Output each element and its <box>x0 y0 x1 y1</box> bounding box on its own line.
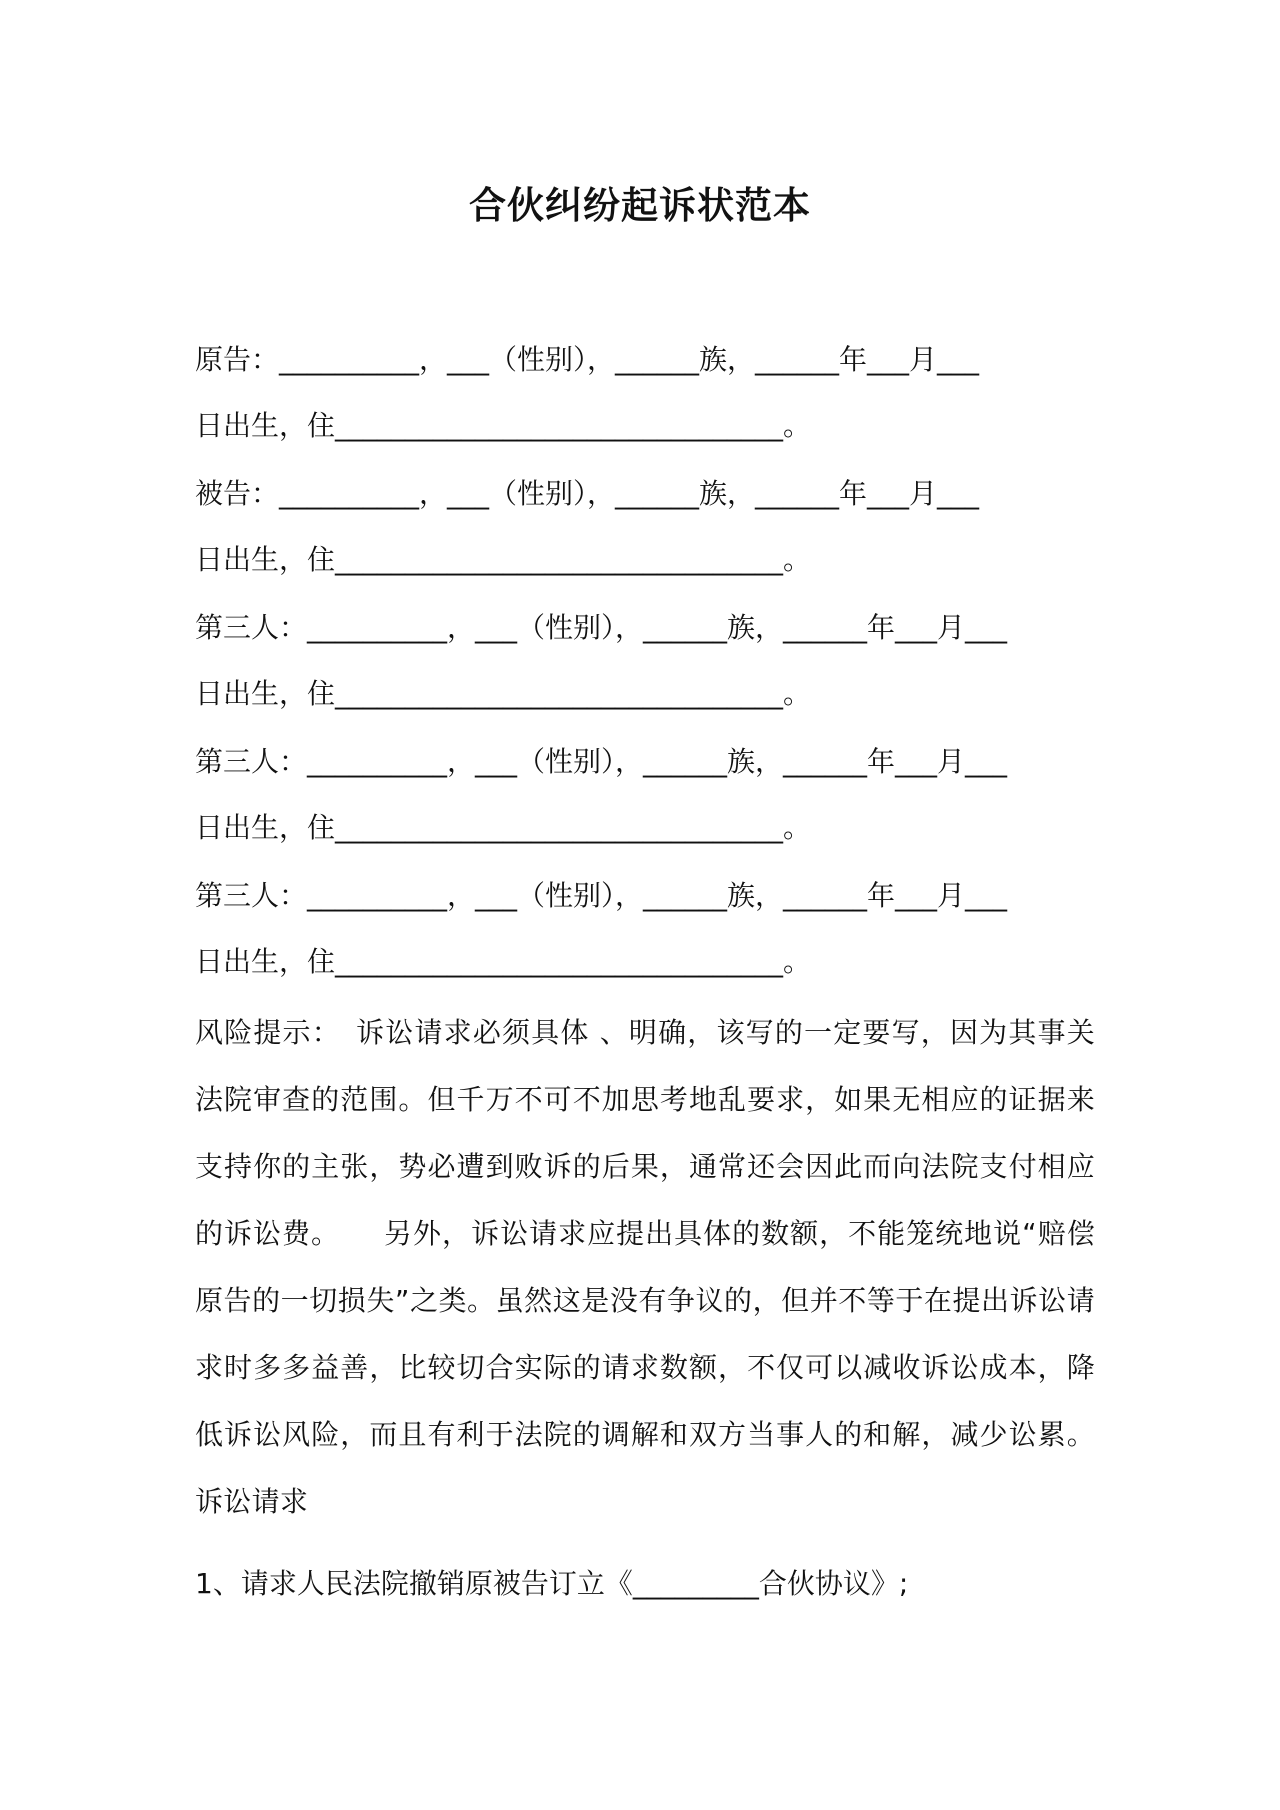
third-party-1-line-2: 日出生，住________________________________。 <box>195 677 812 710</box>
plaintiff-line-2: 日出生，住________________________________。 <box>195 409 812 442</box>
document-title: 合伙纠纷起诉状范本 <box>469 184 811 227</box>
defendant-line-1: 被告：__________，___（性别），______族，______年___月___ <box>195 477 980 510</box>
third-party-3-line-1: 第三人：__________，___（性别），______族，______年___月___ <box>195 879 1008 912</box>
claim-item-1: 1、请求人民法院撤销原被告订立《_________合伙协议》; <box>195 1567 909 1600</box>
third-party-2-line-2: 日出生，住________________________________。 <box>195 811 812 844</box>
third-party-2-line-1: 第三人：__________，___（性别），______族，______年___月___ <box>195 745 1008 778</box>
risk-notice-paragraph: 风险提示： 诉讼请求必须具体 、明确，该写的一定要写，因为其事关法院审查的范围。但千万不可不加思考地乱要求，如果无相应的证据来支持你的主张，势必遭到败诉的后果，通常还会因此而向法院支付相应的诉讼费。 另外，诉讼请求应提出具体的数额，不能笼统地说“赔偿原告的一切损失”之类。虽然这是没有争议的，但并不等于在提出诉讼请求时多多益善，比较切合实际的请求数额，不仅可以减收诉讼成本，降低诉讼风险，而且有利于法院的调解和双方当事人的和解，减少讼累。 诉讼请求 <box>195 1016 1095 1518</box>
plaintiff-line-1: 原告：__________，___（性别），______族，______年___月___ <box>195 343 980 376</box>
third-party-3-line-2: 日出生，住________________________________。 <box>195 945 812 978</box>
third-party-1-line-1: 第三人：__________，___（性别），______族，______年___月___ <box>195 611 1008 644</box>
defendant-line-2: 日出生，住________________________________。 <box>195 543 812 576</box>
